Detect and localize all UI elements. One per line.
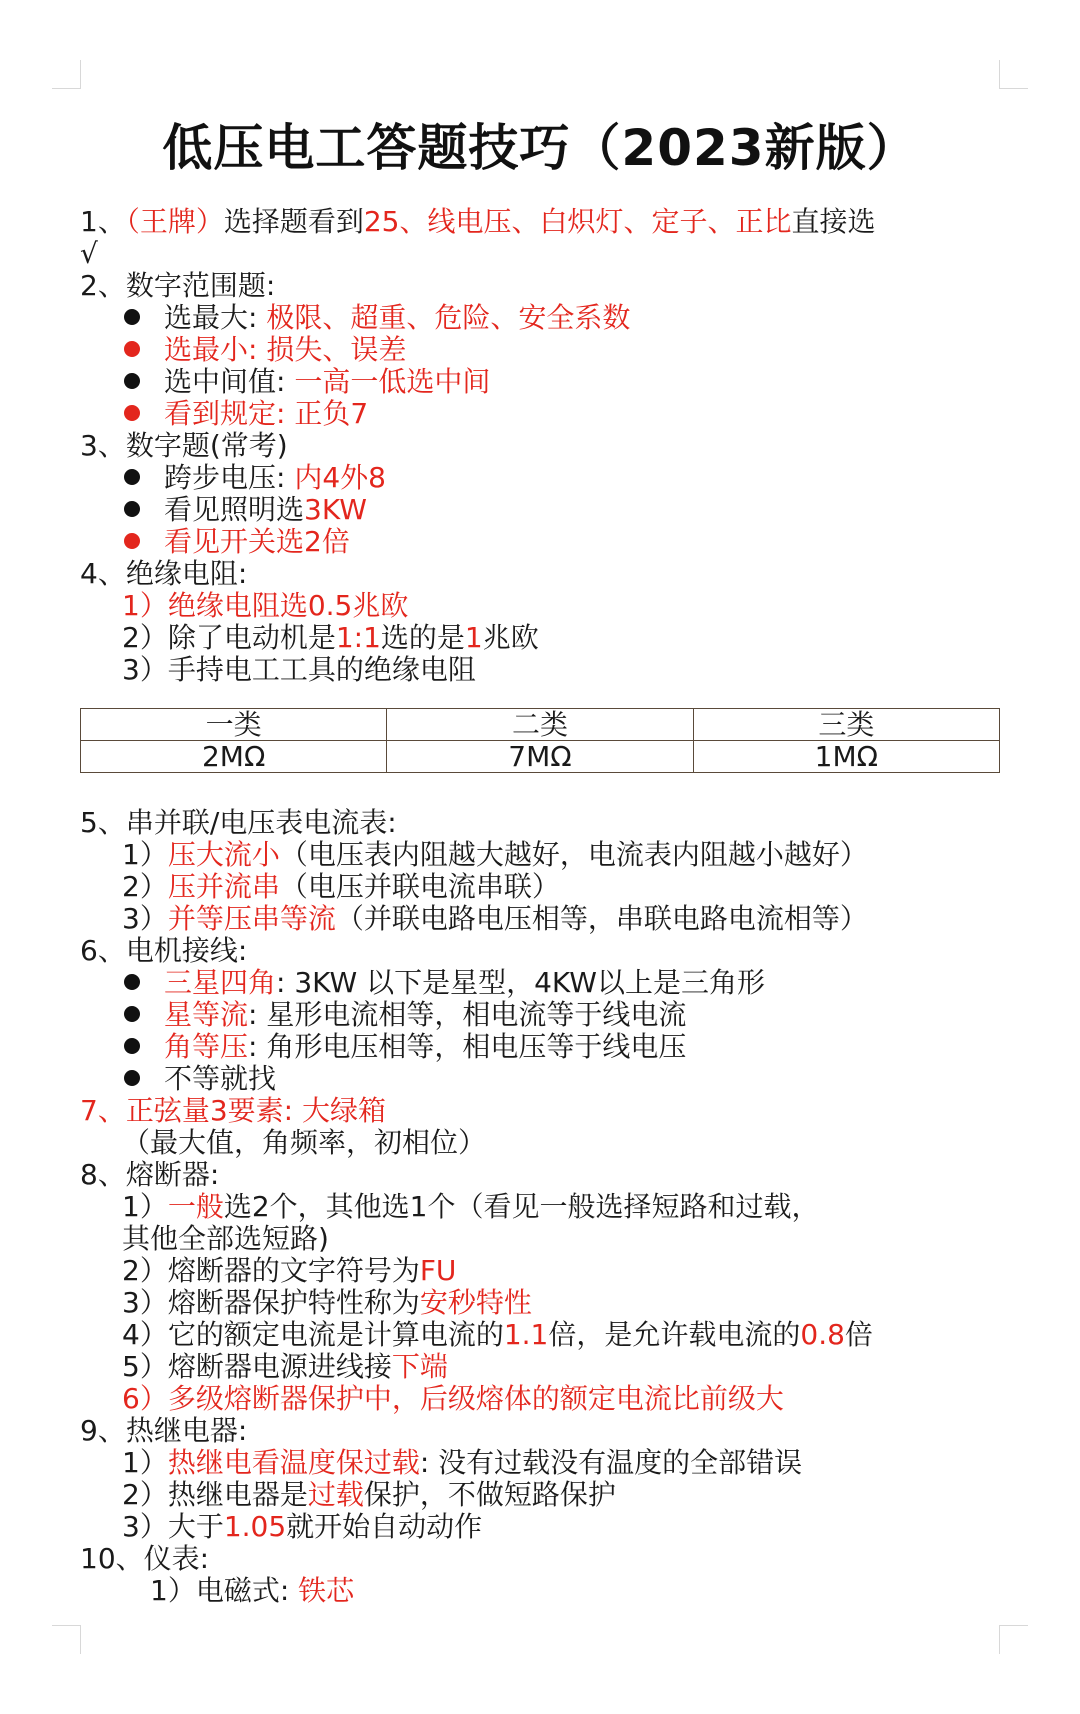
text-highlight: 1.1: [503, 1318, 549, 1351]
text-highlight: 3KW: [304, 493, 367, 526]
list-item: [80, 839, 1020, 871]
list-item: [80, 967, 1020, 999]
text: 1）: [122, 1190, 168, 1223]
list-item: [80, 398, 1020, 430]
text: （电压并联电流串联）: [279, 870, 560, 903]
list-item: [80, 334, 1020, 366]
list-item: [80, 903, 1020, 935]
text-highlight: 压大流小: [167, 838, 280, 871]
list-item: [80, 1191, 1020, 1223]
text-highlight: 0.8: [800, 1318, 845, 1351]
text: 1）: [122, 1446, 168, 1479]
list-item: [80, 366, 1020, 398]
text: 3）熔断器保护特性称为: [122, 1286, 420, 1319]
section-1-check: √: [80, 237, 98, 270]
corner-mark-top-left: [52, 60, 81, 89]
text-highlight: 星等流: [164, 998, 249, 1031]
text: 3）: [122, 902, 168, 935]
section-10-heading: 10、仪表:: [80, 1542, 210, 1575]
bullet-icon: [124, 501, 140, 517]
list-item: [80, 1287, 1020, 1319]
list-item-continued: 其他全部选短路): [122, 1222, 329, 1255]
text-highlight: FU: [419, 1254, 457, 1287]
list-item: [80, 999, 1020, 1031]
bullet-icon: [124, 1070, 140, 1086]
table-cell: 2MΩ: [81, 741, 387, 773]
text: 选最大:: [164, 301, 267, 334]
section-9-heading: 9、热继电器:: [80, 1414, 248, 1447]
bullet-icon: [124, 1038, 140, 1054]
text-highlight: （王牌）: [125, 205, 224, 238]
bullet-icon: [124, 309, 140, 325]
corner-mark-bottom-left: [52, 1625, 81, 1654]
text-highlight: 内4外8: [294, 461, 386, 494]
bullet-icon: [124, 341, 140, 357]
table-cell: 7MΩ: [387, 741, 693, 773]
corner-mark-bottom-right: [999, 1625, 1028, 1654]
text-highlight: 一般: [167, 1190, 224, 1223]
list-item: 6）多级熔断器保护中，后级熔体的额定电流比前级大: [122, 1382, 784, 1415]
text-highlight: 极限、超重、危险、安全系数: [266, 301, 631, 334]
text-highlight: 并等压串等流: [167, 902, 336, 935]
text: 倍，是允许载电流的: [548, 1318, 801, 1351]
text-highlight: 25、线电压、白炽灯、定子、正比: [363, 205, 792, 238]
text: 2）热继电器是: [122, 1478, 308, 1511]
text: 保护，不做短路保护: [363, 1478, 616, 1511]
text: 1）电磁式:: [150, 1574, 299, 1607]
text-highlight: 选最小: 损失、误差: [164, 333, 407, 366]
bullet-icon: [124, 974, 140, 990]
text: 兆欧: [482, 621, 539, 654]
text-highlight: 看见开关选2倍: [164, 525, 350, 558]
text: 4）它的额定电流是计算电流的: [122, 1318, 504, 1351]
list-item: 1）绝缘电阻选0.5兆欧: [122, 589, 409, 622]
insulation-table: [80, 708, 1000, 773]
text-highlight: 角等压: [164, 1030, 249, 1063]
list-item: 3）手持电工工具的绝缘电阻: [122, 653, 476, 686]
list-item: [80, 1031, 1020, 1063]
text: 2）: [122, 870, 168, 903]
text-highlight: 1:1: [335, 621, 381, 654]
section-5-heading: 5、串并联/电压表电流表:: [80, 806, 397, 839]
text: 不等就找: [164, 1062, 277, 1095]
text: : 没有过载没有温度的全部错误: [419, 1446, 803, 1479]
text: 就开始自动动作: [286, 1510, 483, 1543]
text: : 3KW 以下是星型，4KW以上是三角形: [276, 966, 765, 999]
list-item: [80, 1575, 1020, 1607]
table-header-cell: 三类: [693, 709, 999, 741]
text: : 角形电压相等，相电压等于线电压: [248, 1030, 687, 1063]
table-header-cell: 二类: [387, 709, 693, 741]
text-highlight: 一高一低选中间: [294, 365, 491, 398]
text: 选择题看到: [223, 205, 364, 238]
text-highlight: 安秒特性: [419, 1286, 532, 1319]
list-item: [80, 462, 1020, 494]
list-item: [80, 1319, 1020, 1351]
text-highlight: 三星四角: [164, 966, 277, 999]
section-3-heading: 3、数字题(常考): [80, 429, 288, 462]
section-4-heading: 4、绝缘电阻:: [80, 557, 248, 590]
text: 选中间值:: [164, 365, 295, 398]
text-highlight: 铁芯: [298, 1574, 355, 1607]
list-item: [80, 1063, 1020, 1095]
text: 倍: [844, 1318, 873, 1351]
text-highlight: 1.05: [223, 1510, 287, 1543]
section-7-sub: （最大值，角频率，初相位）: [122, 1126, 487, 1159]
list-item: [80, 871, 1020, 903]
text-highlight: 热继电看温度保过载: [167, 1446, 420, 1479]
section-7-heading: 7、正弦量3要素: 大绿箱: [80, 1094, 386, 1127]
text-highlight: 压并流串: [167, 870, 280, 903]
list-item: [80, 1351, 1020, 1383]
text: 直接选: [791, 205, 876, 238]
table-row: [81, 741, 1000, 773]
bullet-icon: [124, 373, 140, 389]
list-item: [80, 622, 1020, 654]
text: 3）大于: [122, 1510, 224, 1543]
text-highlight: 1: [464, 621, 483, 654]
text: 1）: [122, 838, 168, 871]
list-item: [80, 302, 1020, 334]
text: 1、: [80, 205, 126, 238]
corner-mark-top-right: [999, 60, 1028, 89]
text-highlight: 下端: [391, 1350, 448, 1383]
table-cell: 1MΩ: [693, 741, 999, 773]
bullet-icon: [124, 469, 140, 485]
bullet-icon: [124, 533, 140, 549]
text: 2）除了电动机是: [122, 621, 336, 654]
section-2-heading: 2、数字范围题:: [80, 269, 276, 302]
text: 2）熔断器的文字符号为: [122, 1254, 420, 1287]
text: 5）熔断器电源进线接: [122, 1350, 392, 1383]
text: 跨步电压:: [164, 461, 295, 494]
text: （并联电路电压相等，串联电路电流相等）: [335, 902, 868, 935]
list-item: [80, 1447, 1020, 1479]
list-item: [80, 1511, 1020, 1543]
list-item: [80, 494, 1020, 526]
list-item: [80, 526, 1020, 558]
text: 选2个，其他选1个（看见一般选择短路和过载，: [223, 1190, 820, 1223]
text: （电压表内阻越大越好，电流表内阻越小越好）: [279, 838, 868, 871]
bullet-icon: [124, 1006, 140, 1022]
text-highlight: 看到规定: 正负7: [164, 397, 369, 430]
bullet-icon: [124, 405, 140, 421]
text: : 星形电流相等，相电流等于线电流: [248, 998, 687, 1031]
table-header-row: [81, 709, 1000, 741]
page-title: 低压电工答题技巧（2023新版）: [162, 119, 918, 177]
document-body: [80, 206, 1020, 1607]
section-6-heading: 6、电机接线:: [80, 934, 248, 967]
text: 看见照明选: [164, 493, 305, 526]
section-1-line: [80, 206, 1020, 238]
list-item: [80, 1255, 1020, 1287]
list-item: [80, 1479, 1020, 1511]
text-highlight: 过载: [307, 1478, 364, 1511]
table-header-cell: 一类: [81, 709, 387, 741]
text: 选的是: [380, 621, 465, 654]
section-8-heading: 8、熔断器:: [80, 1158, 220, 1191]
